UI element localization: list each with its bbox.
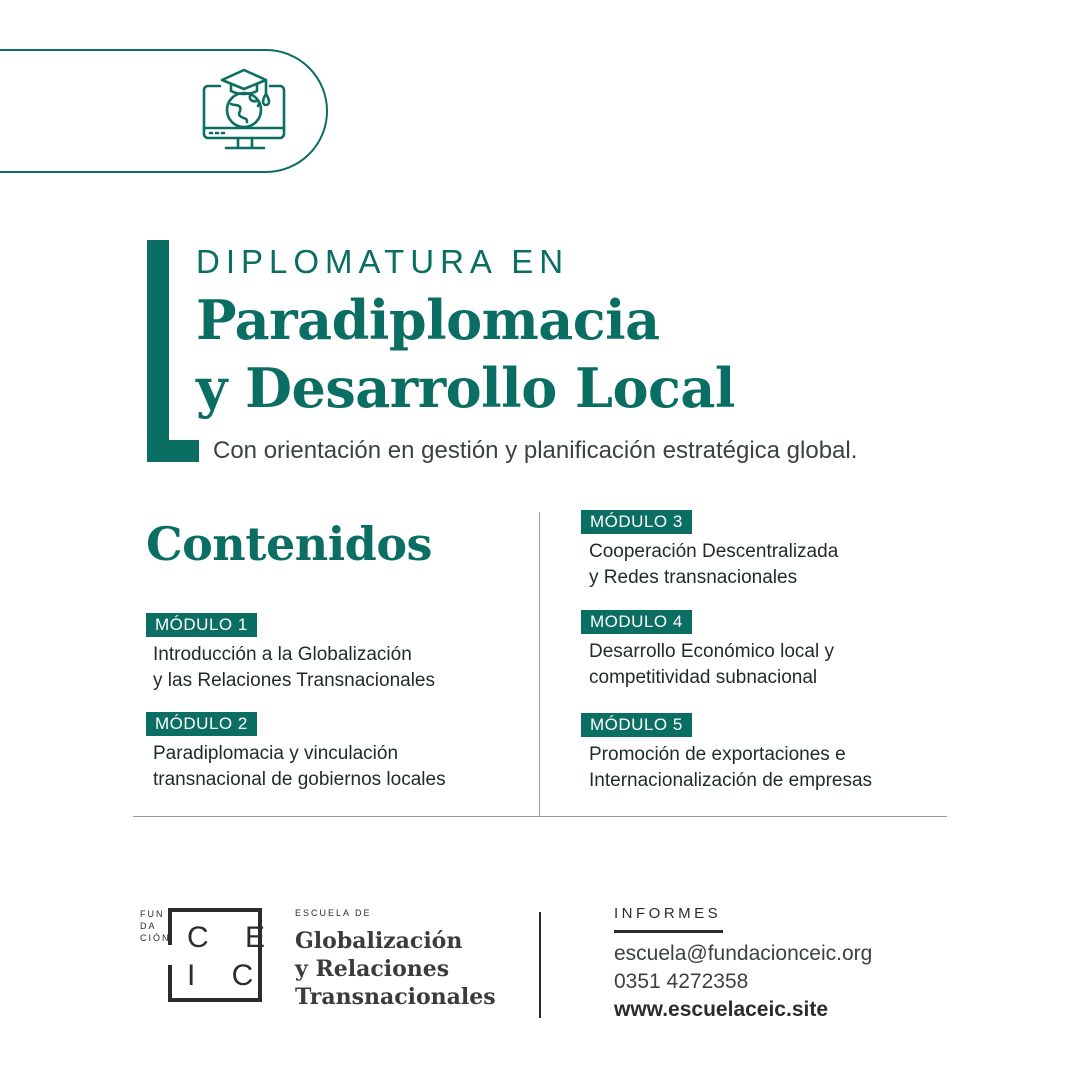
module-2	[146, 712, 446, 793]
title-kicker: DIPLOMATURA EN	[196, 243, 570, 280]
logo-fundacion-text	[140, 908, 171, 944]
contact-phone[interactable]: 0351 4272358	[614, 970, 749, 993]
contents-horizontal-divider	[133, 816, 947, 817]
school-kicker: ESCUELA DE	[295, 908, 372, 918]
module-title-line-2: Internacionalización de empresas	[589, 770, 873, 791]
module-title-line-2: competitividad subnacional	[589, 667, 818, 688]
contents-vertical-divider	[539, 512, 540, 816]
informes-label: INFORMES	[614, 905, 722, 922]
informes-underline	[614, 930, 723, 933]
school-name	[295, 927, 496, 1011]
contact-email[interactable]: escuela@fundacionceic.org	[614, 942, 873, 965]
graduation-globe-monitor-icon	[198, 62, 292, 156]
logo-letters-bottom: I C	[187, 959, 268, 992]
module-title-line-2: y Redes transnacionales	[589, 567, 798, 588]
school-name-line-2: y Relaciones	[295, 956, 450, 982]
module-badge: MÓDULO 1	[146, 613, 257, 637]
module-title-line-1: Paradiplomacia y vinculación	[153, 743, 399, 764]
module-title-line-1: Cooperación Descentralizada	[589, 541, 839, 562]
school-name-line-1: Globalización	[295, 928, 463, 954]
module-badge: MÓDULO 3	[581, 510, 692, 534]
module-3	[581, 510, 838, 591]
contact-website-link[interactable]: www.escuelaceic.site	[614, 998, 829, 1021]
logo-small-line-2: DA	[140, 921, 157, 931]
module-title-line-2: y las Relaciones Transnacionales	[153, 670, 435, 691]
logo-small-line-1: FUN	[140, 909, 165, 919]
subtitle: Con orientación en gestión y planificación estratégica global.	[213, 437, 858, 464]
module-5	[581, 713, 872, 794]
title-bracket-vertical	[147, 240, 169, 462]
title-line-1: Paradiplomacia	[196, 288, 660, 352]
school-name-line-3: Transnacionales	[295, 984, 496, 1010]
module-title-line-1: Introducción a la Globalización	[153, 644, 412, 665]
module-badge: MÓDULO 5	[581, 713, 692, 737]
logo-small-line-3: CIÓN	[140, 933, 171, 943]
module-title-line-2: transnacional de gobiernos locales	[153, 769, 446, 790]
logo-letters-top: C E	[187, 921, 280, 954]
footer-divider	[539, 912, 541, 1018]
module-1	[146, 613, 435, 694]
module-title-line-1: Promoción de exportaciones e	[589, 744, 846, 765]
title-bracket-horizontal	[147, 440, 199, 462]
ceic-logo	[167, 907, 280, 1003]
module-badge: MÓDULO 2	[146, 712, 257, 736]
title-line-2: y Desarrollo Local	[196, 356, 735, 420]
module-title-line-1: Desarrollo Económico local y	[589, 641, 834, 662]
module-badge: MODULO 4	[581, 610, 692, 634]
contents-heading: Contenidos	[146, 517, 432, 571]
module-4	[581, 610, 834, 691]
